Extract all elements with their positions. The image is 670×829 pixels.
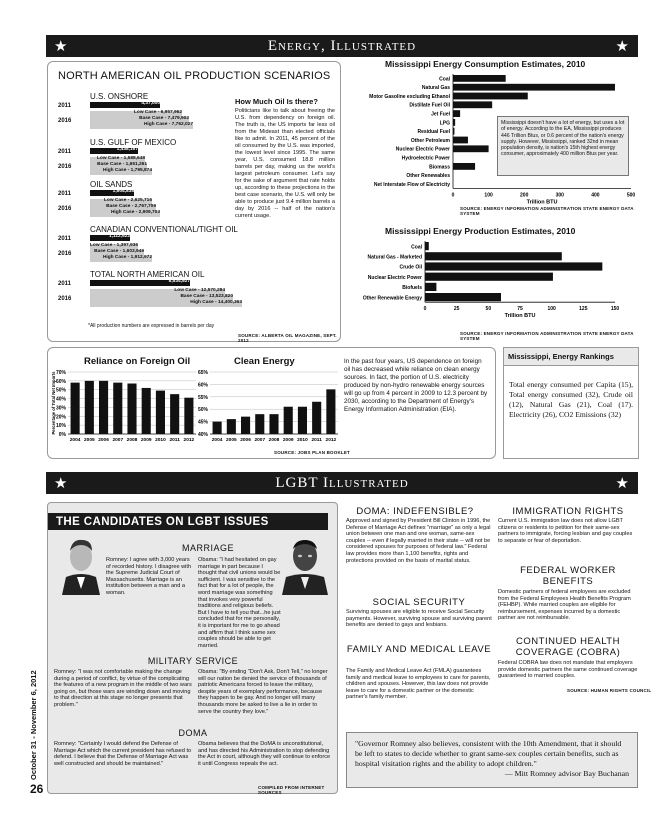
- oil-bar-label: Base Case - 1,603,949: [94, 249, 144, 254]
- category-label: Biofuels: [402, 285, 422, 292]
- category-label: Coal: [411, 244, 422, 251]
- oil-bar-label: 1,112,922: [108, 234, 130, 239]
- x-tick-label: 2004: [211, 438, 223, 443]
- bar: [453, 110, 460, 117]
- oil-year-2011: 2011: [58, 236, 72, 242]
- x-tick-label: 2008: [268, 438, 280, 443]
- bar: [298, 407, 307, 434]
- y-tick-label: 55%: [197, 394, 208, 401]
- consumption-chart: [345, 59, 640, 217]
- doma-title: DOMA: INDEFENSIBLE?: [356, 506, 474, 517]
- page-number: 26: [30, 782, 44, 796]
- bar: [85, 381, 94, 434]
- ss-title: SOCIAL SECURITY: [372, 597, 466, 608]
- cobra-text: Federal COBRA law does not mandate that employers provide domestic partners the same continued coverage guaranteed to married couples.: [498, 660, 638, 680]
- y-tick-label: 60%: [197, 382, 208, 389]
- x-tick-label: 2009: [140, 438, 152, 443]
- y-tick-label: 20%: [55, 414, 66, 421]
- category-label: Other Petroleum: [410, 137, 450, 144]
- oil-year-2016: 2016: [58, 118, 72, 124]
- production-chart: [345, 226, 640, 342]
- quote-text: "Governor Romney also believes, consistent with the 10th Amendment, that it should be left to states to decide whether to grant same-sex couples certain benefits, such as hospital visitation rights and the ability to adopt children.": [355, 739, 622, 768]
- bar: [241, 417, 250, 434]
- category-label: Motor Gasoline excluding Ethanol: [369, 93, 450, 100]
- ss-text: Surviving spouses are eligible to receive Social Security payments. However, surviving spouse and surviving parent benefits are denied to gays and lesbians.: [346, 609, 492, 629]
- category-label: Residual Fuel: [417, 129, 450, 136]
- tick-label: 75: [517, 306, 523, 313]
- x-tick-label: 2011: [169, 438, 180, 443]
- oil-year-2011: 2011: [58, 191, 72, 197]
- bar: [453, 163, 475, 170]
- energy-banner: [46, 35, 638, 57]
- oil-source: SOURCE: ALBERTA OIL MAGAZINE, SEPT. 2012: [238, 333, 337, 343]
- candidates-panel: [47, 502, 338, 794]
- bar: [99, 381, 108, 434]
- romney-doma: Romney: "Certainly I would defend the Defense of Marriage Act which the current president has refused to defend. I believe that the Defense of Marriage Act was well constructed and should be maintained.": [54, 741, 192, 767]
- y-tick-label: 50%: [197, 407, 208, 414]
- military-heading: MILITARY SERVICE: [147, 656, 239, 666]
- bar: [425, 273, 553, 281]
- category-label: Biomass: [429, 164, 450, 171]
- x-tick-label: 2006: [98, 438, 109, 443]
- y-tick-label: 50%: [55, 387, 66, 394]
- imm-title: IMMIGRATION RIGHTS: [512, 506, 624, 517]
- oil-bar-label: Base Case - 2,767,709: [106, 204, 156, 209]
- rankings-text: Total energy consumed per Capita (15), Total energy consumed (32), Crude oil (12), Natural Gas (21), Coal (17). Electricity (26), CO2 Emissions (32): [509, 380, 633, 419]
- oil-section-name: U.S. GULF OF MEXICO: [90, 138, 177, 147]
- tick-label: 100: [484, 192, 493, 199]
- bar: [127, 384, 136, 434]
- reliance-clean-panel: [47, 347, 496, 459]
- bar: [425, 252, 562, 260]
- oil-bar-label: High Case - 1,795,874: [102, 168, 152, 173]
- bar: [425, 262, 602, 270]
- bar: [213, 422, 222, 434]
- bar: [453, 145, 489, 152]
- x-tick-label: 2010: [155, 438, 166, 443]
- tick-label: 125: [579, 306, 588, 313]
- rankings-box: [503, 347, 639, 459]
- category-label: LPG: [439, 120, 450, 127]
- x-tick-label: 2006: [240, 438, 251, 443]
- bar: [312, 402, 321, 434]
- y-tick-label: 45%: [197, 419, 208, 426]
- category-label: Hydroelectric Power: [401, 155, 450, 162]
- oil-bar-label: High Case - 2,909,703: [110, 210, 160, 215]
- bar: [453, 137, 468, 144]
- production-title: Mississippi Energy Production Estimates, 2010: [385, 226, 576, 236]
- cobra-title: CONTINUED HEALTH COVERAGE (COBRA): [515, 636, 621, 658]
- y-axis-label: Percentage of Total Net Imports: [51, 371, 56, 435]
- star-icon: ★: [615, 38, 630, 55]
- oil-year-2016: 2016: [58, 251, 72, 257]
- x-tick-label: 2010: [297, 438, 308, 443]
- category-label: Nuclear Electric Power: [395, 146, 450, 153]
- oil-section-name: CANADIAN CONVENTIONAL/TIGHT OIL: [90, 225, 238, 234]
- x-tick-label: 2007: [112, 438, 124, 443]
- obama-photo: [280, 531, 330, 595]
- category-label: Natural Gas - Marketed: [367, 254, 422, 261]
- oil-sidebar-title: How Much Oil Is there?: [235, 97, 318, 106]
- tick-label: 150: [610, 306, 620, 313]
- bar: [453, 75, 506, 82]
- oil-title: NORTH AMERICAN OIL PRODUCTION SCENARIOS: [58, 70, 331, 82]
- y-tick-label: 40%: [55, 396, 66, 403]
- lgbt-banner-title: LGBT Illustrated: [275, 474, 409, 491]
- consumption-title: Mississippi Energy Consumption Estimates, 2010: [385, 59, 586, 69]
- oil-sidebar: [235, 97, 335, 307]
- category-label: Jet Fuel: [431, 111, 450, 118]
- bar: [142, 388, 151, 434]
- energy-source: SOURCE: JOBS PLAN BOOKLET: [274, 450, 351, 455]
- bar: [170, 394, 179, 434]
- obama-doma: Obama believes that the DoMA is unconstitutional, and has directed his Administration to stop defending the Act in court, although they will continue to enforce it until Congress repeals the act.: [198, 741, 331, 767]
- bar: [156, 391, 165, 434]
- x-tick-label: 2005: [83, 438, 95, 443]
- x-tick-label: 2012: [183, 438, 195, 443]
- category-label: Distillate Fuel Oil: [409, 102, 450, 109]
- candidates-title: THE CANDIDATES ON LGBT ISSUES: [48, 513, 328, 530]
- fed-title: FEDERAL WORKER BENEFITS: [520, 565, 616, 587]
- tick-label: 300: [555, 192, 564, 199]
- oil-bar-label: Low Case - 12,570,284: [174, 288, 225, 293]
- y-tick-label: 0%: [58, 432, 66, 438]
- bar: [453, 128, 454, 135]
- bar: [453, 84, 615, 91]
- imm-text: Current U.S. immigration law does not allow LGBT citizens or residents to petition for their same-sex partners to immigrate, forcing lesbian and gay couples to separate or fear of deportation.: [498, 518, 633, 544]
- x-tick-label: 2007: [254, 438, 266, 443]
- oil-year-2016: 2016: [58, 164, 72, 170]
- quote-box: [346, 732, 638, 788]
- oil-bar-label: 8,534,927: [168, 279, 190, 284]
- x-tick-label: 2011: [311, 438, 322, 443]
- oil-bar-label: Base Case - 1,651,261: [97, 162, 147, 167]
- oil-bar-label: High Case - 1,912,972: [102, 255, 152, 260]
- category-label: Natural Gas: [421, 85, 450, 92]
- energy-banner-title: Energy, Illustrated: [267, 37, 417, 54]
- obama-military: Obama: "By ending "Don't Ask, Don't Tell," no longer will our nation be denied the service of thousands of patriotic Americans forced to leave the military, despite years of exemplary performance, because they happen to be gay. And no longer will many thousands more be asked to live a lie in order to serve the country they love.": [198, 669, 328, 715]
- oil-year-2016: 2016: [58, 206, 72, 212]
- fml-title: FAMILY AND MEDICAL LEAVE: [346, 644, 492, 655]
- oil-year-2011: 2011: [58, 149, 72, 155]
- oil-production-panel: [47, 61, 341, 342]
- x-tick-label: 2008: [126, 438, 138, 443]
- y-tick-label: 30%: [55, 405, 66, 412]
- romney-photo: [60, 533, 102, 595]
- oil-section-name: U.S. ONSHORE: [90, 92, 149, 101]
- oil-bar-label: Low Case - 2,625,716: [104, 198, 152, 203]
- oil-year-2016: 2016: [58, 296, 72, 302]
- marriage-heading: MARRIAGE: [181, 543, 234, 553]
- star-icon: ★: [54, 38, 69, 55]
- y-tick-label: 70%: [55, 370, 66, 376]
- category-label: Nuclear Electric Power: [367, 274, 422, 281]
- fml-text: The Family and Medical Leave Act (FMLA) guarantees family and medical leave to employees to care for parents, children and spouses. However, this law does not provide leave to care for a domestic partner or the domestic partner's family member.: [346, 668, 491, 701]
- tick-label: 500: [626, 192, 636, 199]
- category-label: Coal: [439, 76, 450, 83]
- bar: [453, 93, 528, 100]
- quote-attribution: — Mitt Romney advisor Bay Buchanan: [504, 769, 629, 778]
- y-tick-label: 40%: [197, 432, 208, 438]
- star-icon: ★: [54, 475, 69, 492]
- fed-text: Domestic partners of federal employees are excluded from the Federal Employees Health Benefits Program (FEHBP). While married couples are eligible for reimbursement, expenses incurred by a domestic partner are not reimbursable.: [498, 589, 631, 622]
- bar: [425, 293, 501, 301]
- sections-source: SOURCE: HUMAN RIGHTS COUNCIL: [567, 688, 652, 693]
- oil-bar-label: High Case - 7,762,027: [143, 122, 193, 127]
- tick-label: 50: [485, 306, 492, 313]
- tick-label: 0: [451, 192, 455, 199]
- bar: [269, 414, 278, 434]
- tick-label: 25: [453, 306, 460, 313]
- candidates-source: COMPILED FROM INTERNET SOURCES: [258, 785, 325, 795]
- clean-plot: [190, 368, 340, 450]
- y-tick-label: 65%: [197, 370, 208, 376]
- oil-note: *All production numbers are expressed in barrels per day: [88, 323, 215, 329]
- oil-section-name: TOTAL NORTH AMERICAN OIL: [90, 270, 205, 279]
- oil-bar-label: Low Case - 1,397,936: [90, 243, 138, 248]
- bar: [453, 101, 492, 108]
- oil-section-name: OIL SANDS: [90, 180, 133, 189]
- oil-bar-label: 4,37,000: [141, 101, 160, 106]
- obama-marriage: Obama: "I had hesitated on gay marriage in part because I thought that civil unions would be sufficient. I was sensitive to the fact that for a lot of people, the word marriage was something that invokes very powerful traditions and religious beliefs. But I have to tell you that...he just concluded that for me personally, it is important for me to go ahead and affirm that I think same sex couples should be able to get married.: [198, 557, 281, 649]
- x-axis-label: Trillion BTU: [526, 199, 558, 206]
- tick-label: 0: [423, 306, 427, 313]
- lgbt-banner: [46, 472, 638, 494]
- category-label: Crude Oil: [399, 264, 422, 271]
- tick-label: 200: [520, 192, 529, 199]
- oil-bar-label: High Case - 14,400,363: [190, 300, 242, 305]
- bar: [425, 242, 429, 250]
- bar: [227, 419, 236, 434]
- category-label: Net Interstate Flow of Electricity: [373, 181, 450, 188]
- x-tick-label: 2012: [325, 438, 337, 443]
- bar: [326, 389, 335, 434]
- oil-bar-label: Low Case - 6,957,962: [134, 110, 182, 115]
- doma-text: Approved and signed by President Bill Clinton in 1996, the Defense of Marriage Act defines "marriage" as only a legal union between one man and one woman, same-sex couples -- even if legally married in their state -- will not be considered spouses for purposes of federal law." Federal law provides more than 1,100 benefits, rights and protections provided on the basis of marital status.: [346, 518, 491, 564]
- tick-label: 100: [547, 306, 556, 313]
- oil-year-2011: 2011: [58, 281, 72, 287]
- tick-label: 400: [591, 192, 600, 199]
- bar: [255, 414, 264, 434]
- oil-sidebar-text: Politicians like to talk about freeing the U.S. from dependency on foreign oil. The truth is, the US imports far less oil from the Mideast than elected officials like to admit. In 2011, 45 percent of the oil consumed by the U.S. was imported, the lowest level since 1995. The same year, U.S. consumed 18.8 million barrels per day, making us the world's largest petroleum consumer. Let's say for the sake of argument that rate holds up, according to these projections in the best case scenario, the U.S. will only be able to produce just 9.4 million barrels a day by 2016 -- half of the nation's current usage.: [235, 108, 335, 219]
- rankings-title: Mississippi, Energy Rankings: [504, 348, 638, 366]
- oil-bar-label: 1,438,167: [116, 147, 138, 152]
- y-tick-label: 60%: [55, 378, 66, 385]
- consumption-note-box: [497, 116, 629, 176]
- category-label: Other Renewables: [406, 173, 450, 180]
- bar: [453, 119, 455, 126]
- romney-marriage: Romney: I agree with 3,000 years of recorded history. I disagree with the Supreme Judicial Court of Massachusetts. Marriage is an institution between a man and a woman.: [106, 557, 192, 596]
- star-icon: ★: [615, 475, 630, 492]
- doma-heading: DOMA: [178, 728, 208, 738]
- bar: [113, 383, 122, 434]
- x-tick-label: 2005: [225, 438, 237, 443]
- clean-title: Clean Energy: [234, 356, 295, 367]
- consumption-note: Mississippi doesn't have a lot of energy, but uses a lot of energy. According to the EA, Mississippi produces 446 Trillion Btus, or 0.6 percent of the nation's energy supply. However, Mississippi, ranked 32nd in mean population density, is nation's 15th highest energy consumer, approximately 400 million Btus per year.: [501, 120, 625, 158]
- energy-text: In the past four years, US dependence on foreign oil has decreased while reliance on clean energy sources. In fact, the portion of U.S. electricity produced by non-hydro renewable energy sources will go up from 4 percent in 2009 to 12.3 percent by 2030, according to the Department of Energy's Energy Information Administration (EIA).: [344, 358, 488, 413]
- oil-bar-label: Base Case - 7,479,902: [139, 116, 189, 121]
- category-label: Other Renewable Energy: [362, 295, 422, 302]
- reliance-plot: [50, 368, 200, 450]
- romney-military: Romney: "I was not comfortable making the change during a period of conflict, by virtue of the complicating the features of a new program in the middle of two wars going on, but those wars are winding down and moving to that direction at this stage no longer presents that problem.": [54, 669, 192, 708]
- oil-bar-label: Base Case - 13,523,820: [180, 294, 233, 299]
- bar: [71, 383, 80, 434]
- consumption-source: SOURCE: ENERGY INFORMATION ADMINISTRATION STATE ENERGY DATA SYSTEM: [460, 206, 634, 216]
- y-tick-label: 10%: [55, 423, 66, 430]
- x-tick-label: 2004: [69, 438, 81, 443]
- x-tick-label: 2009: [282, 438, 294, 443]
- oil-year-2011: 2011: [58, 103, 72, 109]
- oil-bar-label: Low Case - 1,588,648: [97, 156, 145, 161]
- x-axis-label: Trillion BTU: [504, 313, 536, 320]
- production-plot: [345, 238, 640, 333]
- reliance-title: Reliance on Foreign Oil: [84, 356, 191, 367]
- issue-date: October 31 - November 6, 2012: [29, 670, 38, 780]
- oil-bar-label: 1,604,838: [112, 189, 134, 194]
- bar: [284, 407, 293, 434]
- bar: [425, 283, 436, 291]
- production-source: SOURCE: ENERGY INFORMATION ADMINISTRATION STATE ENERGY DATA SYSTEM: [460, 331, 634, 341]
